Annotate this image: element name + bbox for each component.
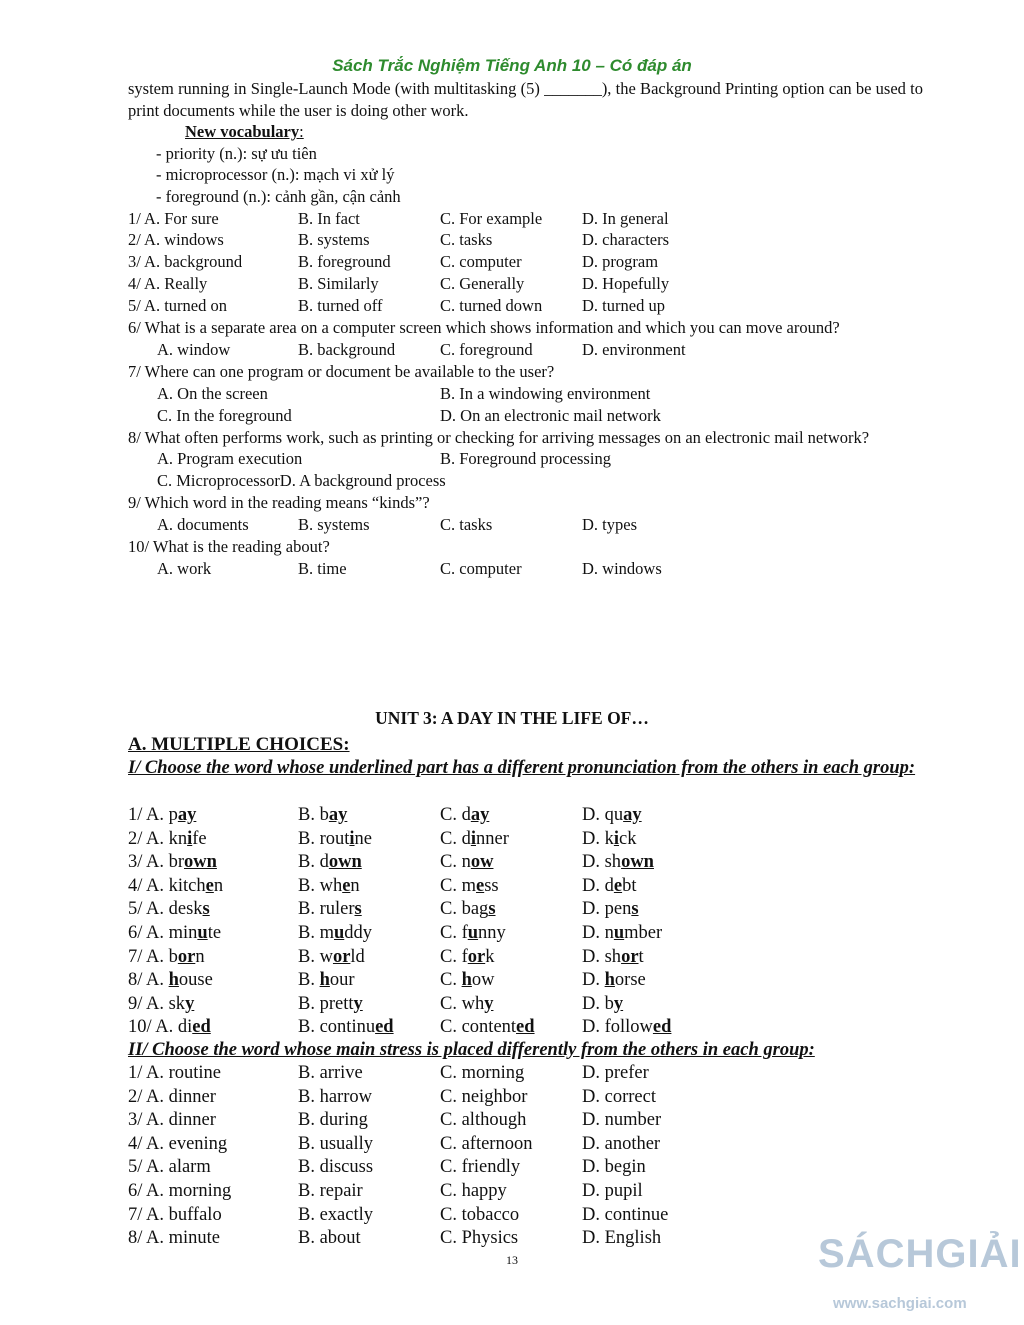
underlined-part: own: [328, 852, 362, 873]
question-row: 8/ A. minute B. about C. Physics D. English: [128, 1228, 662, 1249]
option: 3/ A. brown: [128, 852, 217, 873]
options-row: A. window B. background C. foreground D. environment: [157, 339, 686, 359]
section-ii-heading: II/ Choose the word whose main stress is placed differently from the others in each group:: [128, 1040, 815, 1060]
underlined-part: e: [613, 875, 623, 896]
unit-title: UNIT 3: A DAY IN THE LIFE OF…: [375, 708, 649, 728]
question-7: 7/ Where can one program or document be available to the user?: [128, 361, 555, 381]
vocab-title: New vocabulary:: [185, 122, 304, 142]
option: B. routine: [298, 828, 372, 849]
underlined-part: i: [470, 828, 476, 849]
option: 9/ A. sky: [128, 993, 195, 1014]
question-row: 5/ A. alarm B. discuss C. friendly D. begin: [128, 1157, 646, 1178]
watermark-logo: SÁCHGIẢI: [818, 1232, 1022, 1276]
option: B. muddy: [298, 922, 373, 943]
underlined-part: h: [461, 970, 472, 991]
question-row: [128, 946, 923, 970]
option: 10/ A. died: [128, 1017, 211, 1038]
vocab-item: - foreground (n.): cảnh gần, cận cảnh: [156, 186, 401, 206]
underlined-part: or: [621, 946, 639, 967]
underlined-part: h: [319, 970, 330, 991]
question-row: 4/ A. Really B. Similarly C. Generally D. Hopefully: [128, 274, 670, 294]
question-row: [128, 922, 923, 946]
question-row: [128, 804, 923, 828]
question-row: 3/ A. dinner B. during C. although D. number: [128, 1110, 662, 1131]
option: D. number: [582, 922, 663, 943]
options-row: C. In the foreground D. On an electronic mail network: [157, 405, 661, 425]
option: C. how: [440, 970, 495, 991]
underlined-part: y: [484, 993, 494, 1014]
underlined-part: e: [475, 875, 485, 896]
option: B. rulers: [298, 899, 362, 920]
option: 8/ A. house: [128, 970, 213, 991]
vocab-item: - microprocessor (n.): mạch vi xử lý: [156, 165, 395, 185]
option: D. quay: [582, 805, 642, 825]
option: B. bay: [298, 805, 348, 825]
underlined-part: i: [349, 828, 355, 849]
pronunciation-grid: [128, 804, 923, 1040]
question-row: 7/ A. buffalo B. exactly C. tobacco D. continue: [128, 1204, 669, 1225]
intro-paragraph: system running in Single-Launch Mode (with multitasking (5) _______), the Background Printing option can be used to print documents while the user is doing other work.: [128, 79, 923, 120]
page-number: 13: [506, 1253, 518, 1267]
underlined-part: u: [467, 922, 479, 943]
underlined-part: or: [177, 946, 196, 967]
option: 7/ A. born: [128, 946, 205, 967]
option: B. pretty: [298, 993, 363, 1014]
question-row: [128, 875, 923, 899]
option: D. shown: [582, 852, 654, 873]
option: B. down: [298, 852, 362, 873]
question-row: [128, 993, 923, 1017]
underlined-part: own: [184, 852, 217, 873]
question-row: 3/ A. background B. foreground C. computer D. program: [128, 252, 659, 272]
options-row: A. On the screen B. In a windowing environment: [157, 383, 651, 403]
question-6: 6/ What is a separate area on a computer screen which shows information and which you can move around?: [128, 318, 840, 338]
option: C. funny: [440, 922, 506, 943]
question-row: [128, 828, 923, 852]
option: C. day: [440, 805, 490, 825]
vocab-item: - priority (n.): sự ưu tiên: [156, 143, 317, 163]
underlined-part: ow: [470, 852, 494, 873]
underlined-part: s: [354, 899, 362, 920]
underlined-part: ed: [192, 1017, 211, 1038]
underlined-part: i: [613, 828, 620, 849]
underlined-part: ay: [470, 805, 490, 825]
option: 2/ A. knife: [128, 828, 207, 849]
underlined-part: y: [185, 993, 195, 1014]
underlined-part: own: [621, 852, 654, 873]
underlined-part: y: [613, 993, 624, 1014]
option: B. continued: [298, 1017, 394, 1038]
question-row: 6/ A. morning B. repair C. happy D. pupil: [128, 1180, 643, 1201]
option: 6/ A. minute: [128, 922, 222, 943]
underlined-part: u: [197, 922, 208, 943]
option: C. now: [440, 852, 494, 873]
underlined-part: ed: [375, 1017, 394, 1038]
question-10: 10/ What is the reading about?: [128, 536, 330, 556]
underlined-part: s: [202, 899, 210, 920]
underlined-part: s: [631, 899, 639, 920]
options-row: C. MicroprocessorD. A background process: [157, 471, 446, 491]
underlined-part: ed: [516, 1017, 535, 1038]
option: 5/ A. desks: [128, 899, 210, 920]
underlined-part: or: [332, 946, 351, 967]
option: D. kick: [582, 828, 637, 849]
stress-grid: [128, 1062, 923, 1251]
option: B. world: [298, 946, 365, 967]
option: 4/ A. kitchen: [128, 875, 224, 896]
option: D. short: [582, 946, 644, 967]
question-row: 1/ A. For sure B. In fact C. For example D. In general: [128, 208, 669, 228]
underlined-part: i: [187, 828, 193, 849]
option: C. bags: [440, 899, 496, 920]
question-row: 2/ A. windows B. systems C. tasks D. characters: [128, 230, 670, 250]
option: D. debt: [582, 875, 637, 896]
question-8: 8/ What often performs work, such as printing or checking for arriving messages on an electronic mail network?: [128, 427, 870, 447]
option: C. contented: [440, 1017, 535, 1038]
question-row: 4/ A. evening B. usually C. afternoon D. another: [128, 1133, 661, 1154]
reading-questions: [128, 78, 923, 580]
underlined-part: u: [613, 922, 625, 943]
underlined-part: ed: [652, 1017, 672, 1038]
question-row: [128, 898, 923, 922]
underlined-part: s: [488, 899, 496, 920]
option: D. by: [582, 993, 624, 1014]
section-i-heading: I/ Choose the word whose underlined part has a different pronunciation from the others in each group:: [128, 758, 916, 778]
underlined-part: u: [333, 922, 345, 943]
option: D. horse: [582, 970, 646, 991]
page-header: Sách Trắc Nghiệm Tiếng Anh 10 – Có đáp án: [332, 56, 692, 75]
question-row: [128, 851, 923, 875]
option: C. why: [440, 993, 494, 1014]
option: D. followed: [582, 1017, 672, 1038]
underlined-part: ay: [177, 805, 197, 825]
option: B. hour: [298, 970, 355, 991]
options-row: A. documents B. systems C. tasks D. types: [157, 515, 637, 535]
underlined-part: y: [353, 993, 363, 1014]
option: B. when: [298, 875, 360, 896]
option: 1/ A. pay: [128, 805, 197, 825]
option: C. mess: [440, 875, 499, 896]
underlined-part: or: [467, 946, 486, 967]
question-row: 2/ A. dinner B. harrow C. neighbor D. correct: [128, 1086, 656, 1107]
underlined-part: h: [168, 970, 179, 991]
underlined-part: h: [604, 970, 615, 991]
question-row: 5/ A. turned on B. turned off C. turned down D. turned up: [128, 296, 665, 316]
underlined-part: e: [205, 875, 214, 896]
underlined-part: ay: [623, 805, 642, 825]
question-row: 1/ A. routine B. arrive C. morning D. prefer: [128, 1063, 649, 1083]
question-row: [128, 969, 923, 993]
options-row: A. work B. time C. computer D. windows: [157, 558, 662, 578]
options-row: A. Program execution B. Foreground processing: [157, 449, 611, 469]
section-a-heading: A. MULTIPLE CHOICES:: [128, 734, 350, 755]
option: C. fork: [440, 946, 495, 967]
underlined-part: e: [342, 875, 351, 896]
option: C. dinner: [440, 828, 509, 849]
underlined-part: ay: [328, 805, 348, 825]
watermark-url: www.sachgiai.com: [833, 1295, 967, 1312]
option: D. pens: [582, 899, 639, 920]
question-9: 9/ Which word in the reading means “kinds”?: [128, 493, 430, 513]
question-row: [128, 1016, 923, 1040]
